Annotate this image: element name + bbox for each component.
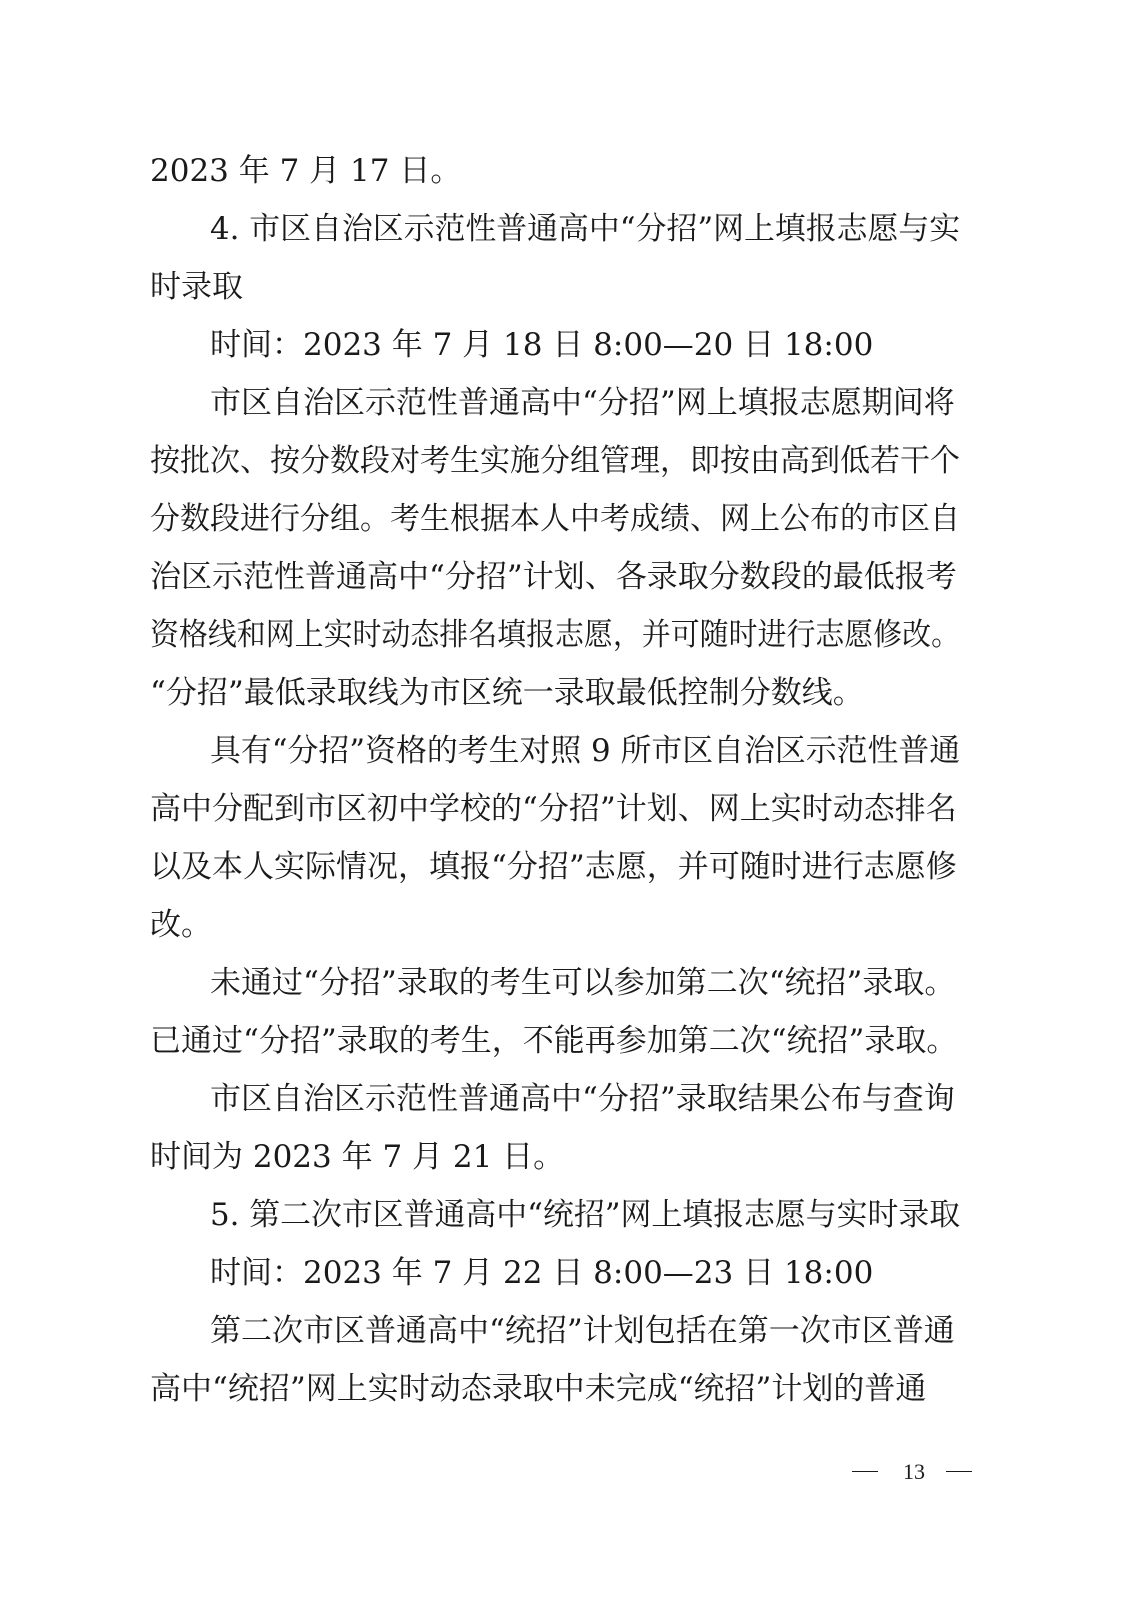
line-text: 时录取: [150, 269, 243, 305]
line-text: 资格线和网上实时动态排名填报志愿，并可随时进行志愿修改。: [150, 617, 961, 653]
line-text: 分数段进行分组。考生根据本人中考成绩、网上公布的市区自: [150, 501, 960, 537]
text-line: [0, 490, 1131, 548]
footer-dash-left: [852, 1471, 878, 1472]
text-line: [0, 1186, 1131, 1244]
text-line: [0, 780, 1131, 838]
line-text: 治区示范性普通高中“分招”计划、各录取分数段的最低报考: [150, 559, 957, 595]
line-text: 市区自治区示范性普通高中“分招”录取结果公布与查询: [210, 1081, 955, 1117]
text-line: [0, 1128, 1131, 1186]
line-text: 5. 第二次市区普通高中“统招”网上填报志愿与实时录取: [210, 1197, 961, 1233]
line-text: 已通过“分招”录取的考生，不能再参加第二次“统招”录取。: [150, 1023, 958, 1059]
text-line: [0, 1012, 1131, 1070]
line-text: 按批次、按分数段对考生实施分组管理，即按由高到低若干个: [150, 443, 960, 479]
line-text: 市区自治区示范性普通高中“分招”网上填报志愿期间将: [210, 385, 955, 421]
line-text: 未通过“分招”录取的考生可以参加第二次“统招”录取。: [210, 965, 956, 1001]
line-text: “分招”最低录取线为市区统一录取最低控制分数线。: [150, 675, 864, 711]
line-text: 高中“统招”网上实时动态录取中未完成“统招”计划的普通: [150, 1371, 927, 1407]
text-line: [0, 548, 1131, 606]
footer-dash-right: [946, 1471, 972, 1472]
page-number: 13: [903, 1459, 925, 1484]
text-line: [0, 954, 1131, 1012]
text-line: [0, 258, 1131, 316]
line-text: 具有“分招”资格的考生对照 9 所市区自治区示范性普通: [210, 733, 961, 769]
line-text: 时间：2023 年 7 月 18 日 8:00—20 日 18:00: [210, 327, 874, 363]
text-line: [0, 664, 1131, 722]
text-line: [0, 838, 1131, 896]
line-text: 高中分配到市区初中学校的“分招”计划、网上实时动态排名: [150, 791, 957, 827]
line-text: 时间为 2023 年 7 月 21 日。: [150, 1139, 565, 1175]
text-line: [0, 432, 1131, 490]
text-line: [0, 1302, 1131, 1360]
text-line: [0, 606, 1131, 664]
text-line: [0, 896, 1131, 954]
text-line: [0, 1244, 1131, 1302]
line-text: 2023 年 7 月 17 日。: [150, 153, 462, 189]
line-text: 第二次市区普通高中“统招”计划包括在第一次市区普通: [210, 1313, 955, 1349]
line-text: 改。: [150, 907, 212, 943]
line-text: 以及本人实际情况，填报“分招”志愿，并可随时进行志愿修: [150, 849, 957, 885]
text-line: [0, 722, 1131, 780]
text-line: [0, 142, 1131, 200]
line-text: 4. 市区自治区示范性普通高中“分招”网上填报志愿与实: [210, 211, 961, 247]
text-line: [0, 374, 1131, 432]
text-line: [0, 1360, 1131, 1418]
page-footer: [838, 1452, 978, 1492]
line-text: 时间：2023 年 7 月 22 日 8:00—23 日 18:00: [210, 1255, 874, 1291]
text-line: [0, 316, 1131, 374]
text-line: [0, 200, 1131, 258]
text-line: [0, 1070, 1131, 1128]
